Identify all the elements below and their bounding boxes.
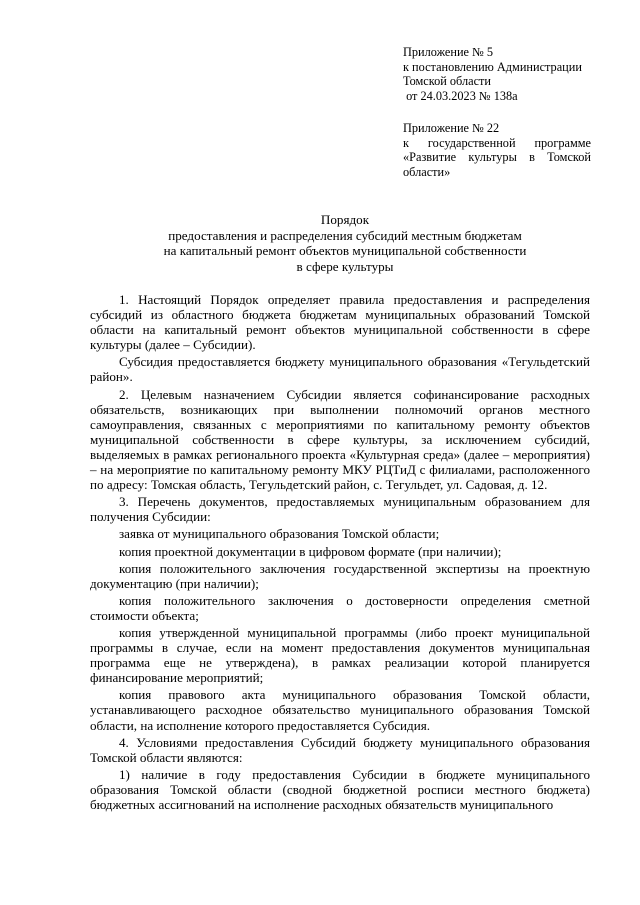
paragraph-6: копия проектной документации в цифровом формате (при наличии);	[119, 543, 502, 559]
annex-5-number: Приложение № 5	[403, 45, 494, 59]
annex-5-header	[403, 45, 591, 103]
title-line-3: на капитальный ремонт объектов муниципальной собственности	[163, 243, 527, 258]
title-line-2: предоставления и распределения субсидий местным бюджетам	[168, 227, 522, 243]
annex-22-header	[403, 121, 591, 179]
paragraph-10: копия правового акта муниципального образования Томской области, устанавливающего расходное обязательство муниципального образования Томской области, на исполнение которого предоставляется Субсидия.	[90, 687, 590, 733]
document-body	[90, 292, 590, 812]
annex-5-region: Томской области	[403, 74, 491, 88]
annex-22-number: Приложение № 22	[403, 121, 500, 135]
annex-5-resolution: к постановлению Администрации	[403, 59, 582, 74]
paragraph-1: 1. Настоящий Порядок определяет правила предоставления и распределения субсидий из областного бюджета бюджетам муниципальных образований Томской области на капитальный ремонт объектов муниципальной собственности в сфере культуры (далее – Субсидии).	[90, 292, 590, 353]
annex-22-program-name: «Развитие культуры в Томской	[403, 150, 591, 164]
title-line-1: Порядок	[320, 212, 370, 227]
paragraph-3: 2. Целевым назначением Субсидии является софинансирование расходных обязательств, возникающих при выполнении полномочий органов местного самоуправления, связанных с мероприятиями по капитальному ремонту объектов муниципальной собственности в сфере культуры, за исключением субсидий, выделяемых в рамках регионального проекта «Культурная среда» (далее – мероприятия) – на мероприятие по капитальному ремонту МКУ РЦТиД с филиалами, расположенного по адресу: Томская область, Тегульдетский район, с. Тегульдет, ул. Садовая, д. 12.	[90, 386, 590, 493]
annex-22-program: к государственной программе	[403, 135, 591, 150]
document-title	[80, 212, 610, 274]
paragraph-2: Субсидия предоставляется бюджету муниципального образования «Тегульдетский район».	[90, 354, 590, 385]
paragraph-11: 4. Условиями предоставления Субсидий бюджету муниципального образования Томской области являются:	[90, 734, 590, 765]
title-line-4: в сфере культуры	[296, 258, 394, 274]
annex-5-date: от 24.03.2023 № 138а	[403, 88, 518, 103]
paragraph-8: копия положительного заключения о достоверности определения сметной стоимости объекта;	[90, 592, 590, 623]
paragraph-7: копия положительного заключения государственной экспертизы на проектную документацию (при наличии);	[90, 560, 590, 591]
paragraph-9: копия утвержденной муниципальной программы (либо проект муниципальной программы в случае, если на момент предоставления документов муниципальная программа еще не утверждена), в рамках реализации которой планируется финансирование мероприятий;	[90, 624, 590, 686]
annex-22-program-name-end: области»	[403, 164, 451, 179]
paragraph-4: 3. Перечень документов, предоставляемых муниципальным образованием для получения Субсидии:	[90, 494, 590, 525]
paragraph-5: заявка от муниципального образования Томской области;	[119, 526, 440, 542]
paragraph-12: 1) наличие в году предоставления Субсидии в бюджете муниципального образования Томской области (сводной бюджетной росписи местного бюджета) бюджетных ассигнований на исполнение расходных обязательств муниципального	[90, 766, 590, 812]
